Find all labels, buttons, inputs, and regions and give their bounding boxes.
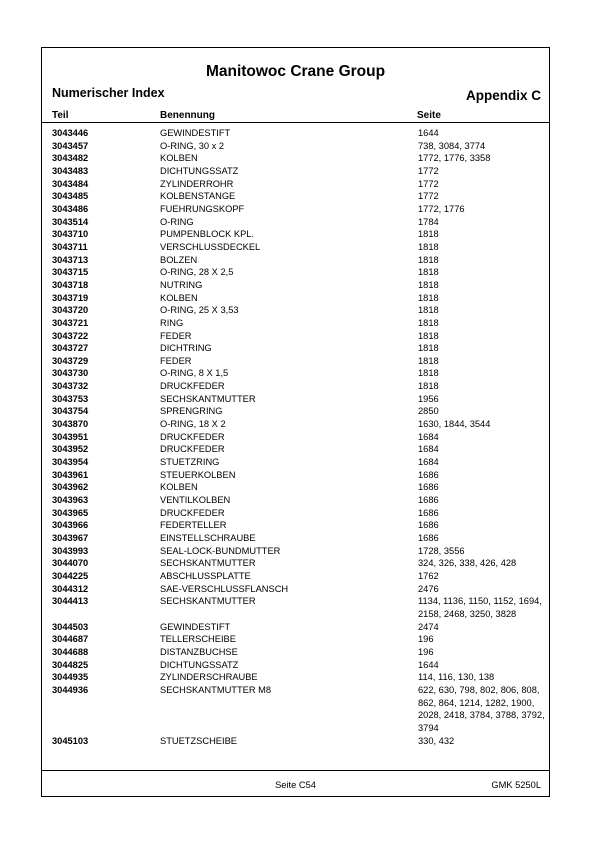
part-number: 3044936 bbox=[52, 684, 89, 695]
part-number: 3044687 bbox=[52, 634, 89, 645]
page-refs: 1686 bbox=[418, 507, 439, 518]
table-row bbox=[42, 152, 549, 165]
part-name: EINSTELLSCHRAUBE bbox=[160, 533, 256, 543]
part-name: STUETZRING bbox=[160, 457, 220, 468]
page-refs: 1772, 1776 bbox=[418, 203, 465, 214]
part-name: KOLBEN bbox=[160, 482, 198, 493]
table-row bbox=[42, 203, 549, 216]
page-refs: 1818 bbox=[418, 267, 439, 278]
part-number: 3043961 bbox=[52, 469, 89, 480]
page-refs: 1818 bbox=[418, 317, 439, 328]
part-number: 3043963 bbox=[52, 495, 89, 506]
part-name: O-RING, 25 X 3,53 bbox=[160, 305, 239, 316]
column-header-teil: Teil bbox=[52, 110, 69, 121]
part-number: 3043993 bbox=[52, 545, 89, 556]
part-number: 3043954 bbox=[52, 457, 89, 468]
table-row bbox=[42, 684, 549, 735]
part-number: 3044312 bbox=[52, 583, 89, 594]
part-number: 3044825 bbox=[52, 659, 89, 670]
table-row bbox=[42, 140, 549, 153]
part-name: SECHSKANTMUTTER bbox=[160, 596, 256, 607]
page-refs: 324, 326, 338, 426, 428 bbox=[418, 558, 517, 569]
part-name: ABSCHLUSSPLATTE bbox=[160, 570, 251, 581]
part-number: 3044503 bbox=[52, 621, 89, 632]
appendix-label: Appendix C bbox=[465, 88, 541, 103]
part-name: DICHTUNGSSATZ bbox=[160, 165, 239, 176]
part-number: 3043514 bbox=[52, 216, 89, 227]
part-number: 3043718 bbox=[52, 279, 89, 290]
part-name: FEDERTELLER bbox=[160, 520, 227, 531]
part-name: STEUERKOLBEN bbox=[160, 469, 236, 480]
page-refs: 1686 bbox=[418, 520, 439, 531]
part-number: 3043483 bbox=[52, 165, 89, 176]
part-name: O-RING, 30 x 2 bbox=[160, 140, 225, 151]
part-number: 3043719 bbox=[52, 292, 89, 303]
page-refs: 1818 bbox=[418, 229, 439, 240]
table-row bbox=[42, 659, 549, 672]
part-number: 3043446 bbox=[52, 128, 89, 138]
part-number: 3043482 bbox=[52, 153, 89, 164]
part-number: 3043754 bbox=[52, 406, 89, 417]
page-refs: 1684 bbox=[418, 431, 439, 442]
part-number: 3043753 bbox=[52, 393, 89, 404]
part-number: 3044225 bbox=[52, 570, 89, 581]
page-refs: 1644 bbox=[418, 128, 439, 138]
page-refs: 1818 bbox=[418, 343, 439, 354]
page-refs: 1772, 1776, 3358 bbox=[418, 153, 491, 164]
part-name: SAE-VERSCHLUSSFLANSCH bbox=[160, 583, 289, 594]
page-refs: 1686 bbox=[418, 482, 439, 493]
page-refs: 1630, 1844, 3544 bbox=[418, 419, 491, 430]
page-refs: 1686 bbox=[418, 533, 439, 543]
part-number: 3043962 bbox=[52, 482, 89, 493]
column-header-seite: Seite bbox=[417, 110, 441, 121]
part-name: FEDER bbox=[160, 355, 192, 366]
part-number: 3043457 bbox=[52, 140, 89, 151]
page-refs: 2476 bbox=[418, 583, 439, 594]
part-number: 3044413 bbox=[52, 596, 89, 607]
table-row bbox=[42, 178, 549, 191]
part-name: GEWINDESTIFT bbox=[160, 128, 231, 138]
part-number: 3043486 bbox=[52, 203, 89, 214]
part-name: GEWINDESTIFT bbox=[160, 621, 231, 632]
part-number: 3043967 bbox=[52, 533, 89, 543]
part-number: 3043720 bbox=[52, 305, 89, 316]
page-refs: 196 bbox=[418, 646, 434, 657]
table-row bbox=[42, 380, 549, 393]
page-refs: 1644 bbox=[418, 659, 439, 670]
part-number: 3043715 bbox=[52, 267, 89, 278]
part-name: VENTILKOLBEN bbox=[160, 495, 231, 506]
table-row bbox=[42, 583, 549, 596]
part-name: DRUCKFEDER bbox=[160, 507, 225, 518]
table-row bbox=[42, 405, 549, 418]
part-name: SECHSKANTMUTTER M8 bbox=[160, 684, 272, 695]
part-number: 3043965 bbox=[52, 507, 89, 518]
page-refs: 1818 bbox=[418, 279, 439, 290]
table-row bbox=[42, 228, 549, 241]
table-row bbox=[42, 317, 549, 330]
part-number: 3043711 bbox=[52, 241, 88, 252]
page-frame bbox=[41, 47, 550, 797]
part-number: 3043710 bbox=[52, 229, 89, 240]
part-name: O-RING, 8 X 1,5 bbox=[160, 368, 229, 379]
table-row bbox=[42, 355, 549, 368]
page-number: Seite C54 bbox=[275, 780, 316, 790]
part-name: BOLZEN bbox=[160, 254, 198, 265]
part-name: O-RING, 18 X 2 bbox=[160, 419, 226, 430]
page-refs: 1772 bbox=[418, 165, 439, 176]
part-name: ZYLINDERSCHRAUBE bbox=[160, 672, 258, 683]
part-number: 3043727 bbox=[52, 343, 89, 354]
footer-divider bbox=[42, 770, 549, 771]
part-number: 3044688 bbox=[52, 646, 89, 657]
column-header-benennung: Benennung bbox=[160, 110, 215, 121]
part-name: DRUCKFEDER bbox=[160, 431, 225, 442]
page-refs: 1818 bbox=[418, 305, 439, 316]
table-row bbox=[42, 304, 549, 317]
table-row bbox=[42, 165, 549, 178]
index-subtitle: Numerischer Index bbox=[52, 86, 165, 100]
document-title: Manitowoc Crane Group bbox=[205, 63, 386, 80]
part-name: SECHSKANTMUTTER bbox=[160, 558, 256, 569]
part-name: KOLBEN bbox=[160, 153, 198, 164]
part-name: DRUCKFEDER bbox=[160, 381, 225, 392]
table-row bbox=[42, 494, 549, 507]
part-number: 3044935 bbox=[52, 672, 89, 683]
table-row bbox=[42, 254, 549, 267]
part-number: 3043951 bbox=[52, 431, 89, 442]
part-number: 3043713 bbox=[52, 254, 89, 265]
part-name: STUETZSCHEIBE bbox=[160, 735, 237, 746]
table-row bbox=[42, 532, 549, 545]
part-name: ZYLINDERROHR bbox=[160, 178, 234, 189]
part-name: KOLBEN bbox=[160, 292, 198, 303]
table-row bbox=[42, 646, 549, 659]
parts-index-list bbox=[42, 127, 549, 747]
part-name: DRUCKFEDER bbox=[160, 444, 225, 455]
part-name: DICHTRING bbox=[160, 343, 212, 354]
page-refs: 1818 bbox=[418, 368, 439, 379]
page-refs: 1134, 1136, 1150, 1152, 1694, 2158, 2468, 3250, 3828 bbox=[418, 596, 542, 619]
part-number: 3043721 bbox=[52, 317, 89, 328]
page-refs: 1762 bbox=[418, 570, 439, 581]
table-row bbox=[42, 545, 549, 558]
table-row bbox=[42, 292, 549, 305]
table-row bbox=[42, 633, 549, 646]
page-refs: 738, 3084, 3774 bbox=[418, 140, 486, 151]
page-refs: 1956 bbox=[418, 393, 439, 404]
page-refs: 1772 bbox=[418, 178, 439, 189]
table-row bbox=[42, 595, 549, 620]
table-row bbox=[42, 266, 549, 279]
page-refs: 1684 bbox=[418, 444, 439, 455]
table-row bbox=[42, 456, 549, 469]
page-refs: 1784 bbox=[418, 216, 439, 227]
table-row bbox=[42, 671, 549, 684]
table-row bbox=[42, 507, 549, 520]
part-name: SEAL-LOCK-BUNDMUTTER bbox=[160, 545, 281, 556]
page-refs: 1818 bbox=[418, 330, 439, 341]
part-number: 3044070 bbox=[52, 558, 89, 569]
part-name: RING bbox=[160, 317, 184, 328]
part-name: SPRENGRING bbox=[160, 406, 223, 417]
table-row bbox=[42, 393, 549, 406]
page-refs: 196 bbox=[418, 634, 434, 645]
part-number: 3043952 bbox=[52, 444, 89, 455]
table-row bbox=[42, 443, 549, 456]
part-number: 3045103 bbox=[52, 735, 89, 746]
page-refs: 1818 bbox=[418, 292, 439, 303]
part-name: PUMPENBLOCK KPL. bbox=[160, 229, 255, 240]
part-name: O-RING, 28 X 2,5 bbox=[160, 267, 234, 278]
header-divider bbox=[42, 122, 549, 123]
part-number: 3043722 bbox=[52, 330, 89, 341]
part-number: 3043732 bbox=[52, 381, 89, 392]
table-row bbox=[42, 481, 549, 494]
part-number: 3043870 bbox=[52, 419, 89, 430]
part-name: FUEHRUNGSKOPF bbox=[160, 203, 245, 214]
page-refs: 1818 bbox=[418, 381, 439, 392]
part-name: SECHSKANTMUTTER bbox=[160, 393, 256, 404]
page-refs: 1818 bbox=[418, 355, 439, 366]
table-row bbox=[42, 557, 549, 570]
table-row bbox=[42, 469, 549, 482]
table-row bbox=[42, 342, 549, 355]
page-refs: 1818 bbox=[418, 254, 439, 265]
page-refs: 330, 432 bbox=[418, 735, 455, 746]
page-refs: 2474 bbox=[418, 621, 439, 632]
part-name: DICHTUNGSSATZ bbox=[160, 659, 239, 670]
table-row bbox=[42, 367, 549, 380]
page-refs: 1772 bbox=[418, 191, 439, 202]
part-name: KOLBENSTANGE bbox=[160, 191, 236, 202]
part-name: TELLERSCHEIBE bbox=[160, 634, 236, 645]
table-row bbox=[42, 127, 549, 140]
table-row bbox=[42, 330, 549, 343]
table-row bbox=[42, 279, 549, 292]
table-row bbox=[42, 431, 549, 444]
part-number: 3043729 bbox=[52, 355, 89, 366]
part-name: DISTANZBUCHSE bbox=[160, 646, 238, 657]
page-refs: 622, 630, 798, 802, 806, 808, 862, 864, 1214, 1282, 1900, 2028, 2418, 3784, 3788, 3792, 3794 bbox=[418, 684, 545, 733]
table-row bbox=[42, 418, 549, 431]
part-name: NUTRING bbox=[160, 279, 203, 290]
page-refs: 114, 116, 130, 138 bbox=[418, 672, 495, 683]
page-refs: 2850 bbox=[418, 406, 439, 417]
part-name: VERSCHLUSSDECKEL bbox=[160, 241, 261, 252]
page-refs: 1818 bbox=[418, 241, 439, 252]
table-row bbox=[42, 216, 549, 229]
part-number: 3043484 bbox=[52, 178, 89, 189]
model-label: GMK 5250L bbox=[491, 780, 541, 790]
page-refs: 1686 bbox=[418, 495, 439, 506]
part-number: 3043485 bbox=[52, 191, 89, 202]
table-row bbox=[42, 735, 549, 748]
table-row bbox=[42, 570, 549, 583]
table-row bbox=[42, 519, 549, 532]
table-row bbox=[42, 190, 549, 203]
table-row bbox=[42, 621, 549, 634]
part-name: FEDER bbox=[160, 330, 192, 341]
part-number: 3043730 bbox=[52, 368, 89, 379]
table-row bbox=[42, 241, 549, 254]
part-name: O-RING bbox=[160, 216, 194, 227]
page-refs: 1684 bbox=[418, 457, 439, 468]
page-refs: 1686 bbox=[418, 469, 439, 480]
page-refs: 1728, 3556 bbox=[418, 545, 465, 556]
part-number: 3043966 bbox=[52, 520, 89, 531]
